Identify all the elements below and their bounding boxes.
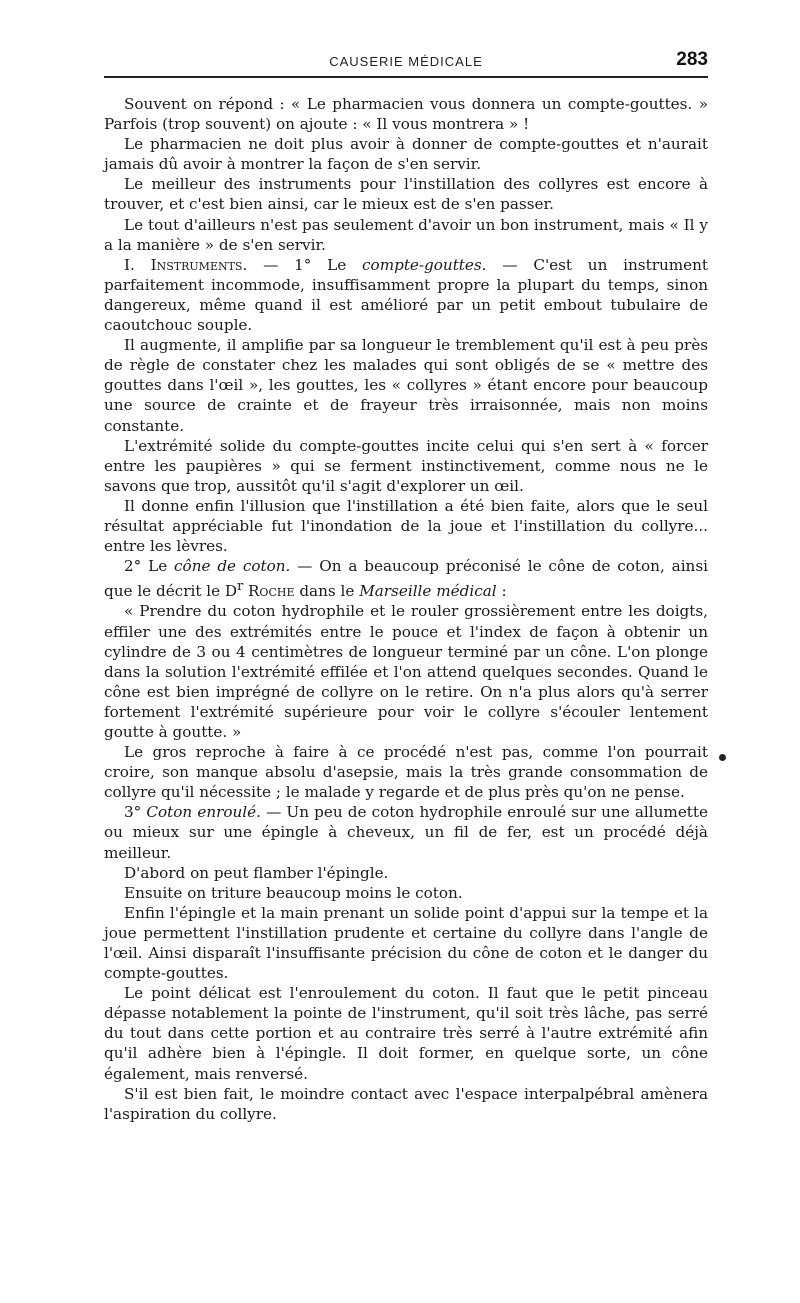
paragraph: Souvent on répond : « Le pharmacien vous donnera un compte-gouttes. » Parfois (trop souvent) on ajoute : « Il vous montrera » !	[104, 95, 708, 134]
paragraph: Enfin l'épingle et la main prenant un solide point d'appui sur la tempe et la joue permettent l'instillation prudente et certaine du collyre dans l'angle de l'œil. Ainsi disparaît l'insuffisante précision du cône de coton et le danger du compte-gouttes.	[104, 903, 708, 983]
paragraph: Le point délicat est l'enroulement du coton. Il faut que le petit pinceau dépasse notablement la pointe de l'instrument, qu'il soit très lâche, pas serré du tout dans cette portion et au contraire très serré à l'autre extrémité afin qu'il adhère bien à l'épingle. Il doit former, en quelque sorte, un cône également, mais renversé.	[104, 984, 708, 1083]
paragraph: Ensuite on triture beaucoup moins le coton.	[124, 883, 463, 902]
paragraph: L'extrémité solide du compte-gouttes incite celui qui s'en sert à « forcer entre les paupières » qui se ferment instinctivement, comme nous ne le savons que trop, aussitôt qu'il s'agit d'explorer un œil.	[104, 436, 708, 495]
section-heading: I. Instruments.	[124, 255, 248, 274]
item-label: 2° Le	[124, 557, 168, 576]
paragraph: Il donne enfin l'illusion que l'instillation a été bien faite, alors que le seul résultat appréciable fut l'inondation de la joue et l'instillation du collyre... entre les lèvres.	[104, 496, 708, 556]
item-text: — C'est un instrument parfaitement incommode, insuffisamment propre la plupart du temps, sinon dangereux, même quand il est amélioré par un petit embout tubulaire de caoutchouc souple.	[104, 255, 709, 335]
item-label: 3°	[124, 803, 142, 822]
paragraph: S'il est bien fait, le moindre contact avec l'espace interpalpébral amènera l'aspiration du collyre.	[104, 1084, 708, 1123]
paragraph: Il augmente, il amplifie par sa longueur le tremblement qu'il est à peu près de règle de constater chez les malades qui sont obligés de se « mettre des gouttes dans l'œil », les gouttes, les « collyres » étant encore pour beaucoup une source de crainte et de frayeur très irraisonnée, mais non moins constante.	[104, 336, 708, 435]
item-text: dans le	[299, 582, 355, 601]
body-text	[104, 94, 708, 1124]
paragraph: Le meilleur des instruments pour l'instillation des collyres est encore à trouver, et c'est bien ainsi, car le mieux est de s'en passer.	[104, 175, 708, 214]
author-name: Roche	[248, 582, 295, 601]
page-number: 283	[676, 49, 708, 70]
paragraph-quote: « Prendre du coton hydrophile et le rouler grossièrement entre les doigts, effiler une des extrémités entre le pouce et l'index de façon à obtenir un cylindre de 3 ou 4 centimètres de longueur terminé par un cône. L'on plonge dans la solution l'extrémité effilée et l'on attend quelques secondes. Quand le cône est bien imprégné de collyre on le retire. On n'a plus alors qu'à serrer fortement l'extrémité supérieure pour voir le collyre s'écouler lentement goutte à goutte. »	[104, 602, 708, 741]
journal-title: Marseille médical	[359, 582, 497, 601]
paragraph-cone	[104, 556, 708, 601]
book-page	[104, 46, 708, 1124]
paragraph: Le tout d'ailleurs n'est pas seulement d'avoir un bon instrument, mais « Il y a la manière » de s'en servir.	[104, 215, 708, 254]
margin-dot	[719, 754, 726, 761]
item-text: :	[501, 582, 507, 601]
paragraph: Le gros reproche à faire à ce procédé n'est pas, comme l'on pourrait croire, son manque absolu d'asepsie, mais la très grande consommation de collyre qu'il nécessite ; le malade y regarde et de plus près qu'on ne pense.	[104, 743, 708, 802]
running-title: CAUSERIE MÉDICALE	[329, 54, 483, 69]
superscript: r	[237, 578, 244, 594]
item-text: — Un peu de coton hydrophile enroulé sur une allumette ou mieux sur une épingle à cheveux, un fil de fer, est un procédé déjà meilleur.	[104, 803, 708, 862]
running-head	[104, 46, 708, 76]
paragraph-coton-enroule	[104, 802, 708, 862]
item-text: — On a beaucoup préconisé le cône de coton, ainsi que le décrit le D	[104, 557, 708, 601]
paragraph-instruments	[104, 255, 708, 335]
item-title: cône de coton.	[174, 557, 291, 576]
header-rule	[104, 76, 708, 78]
item-title: compte-gouttes.	[362, 255, 487, 274]
paragraph: Le pharmacien ne doit plus avoir à donner de compte-gouttes et n'aurait jamais dû avoir à montrer la façon de s'en servir.	[104, 135, 708, 174]
item-label: — 1° Le	[263, 255, 347, 274]
item-title: Coton enroulé.	[146, 803, 261, 822]
paragraph: D'abord on peut flamber l'épingle.	[124, 863, 389, 882]
